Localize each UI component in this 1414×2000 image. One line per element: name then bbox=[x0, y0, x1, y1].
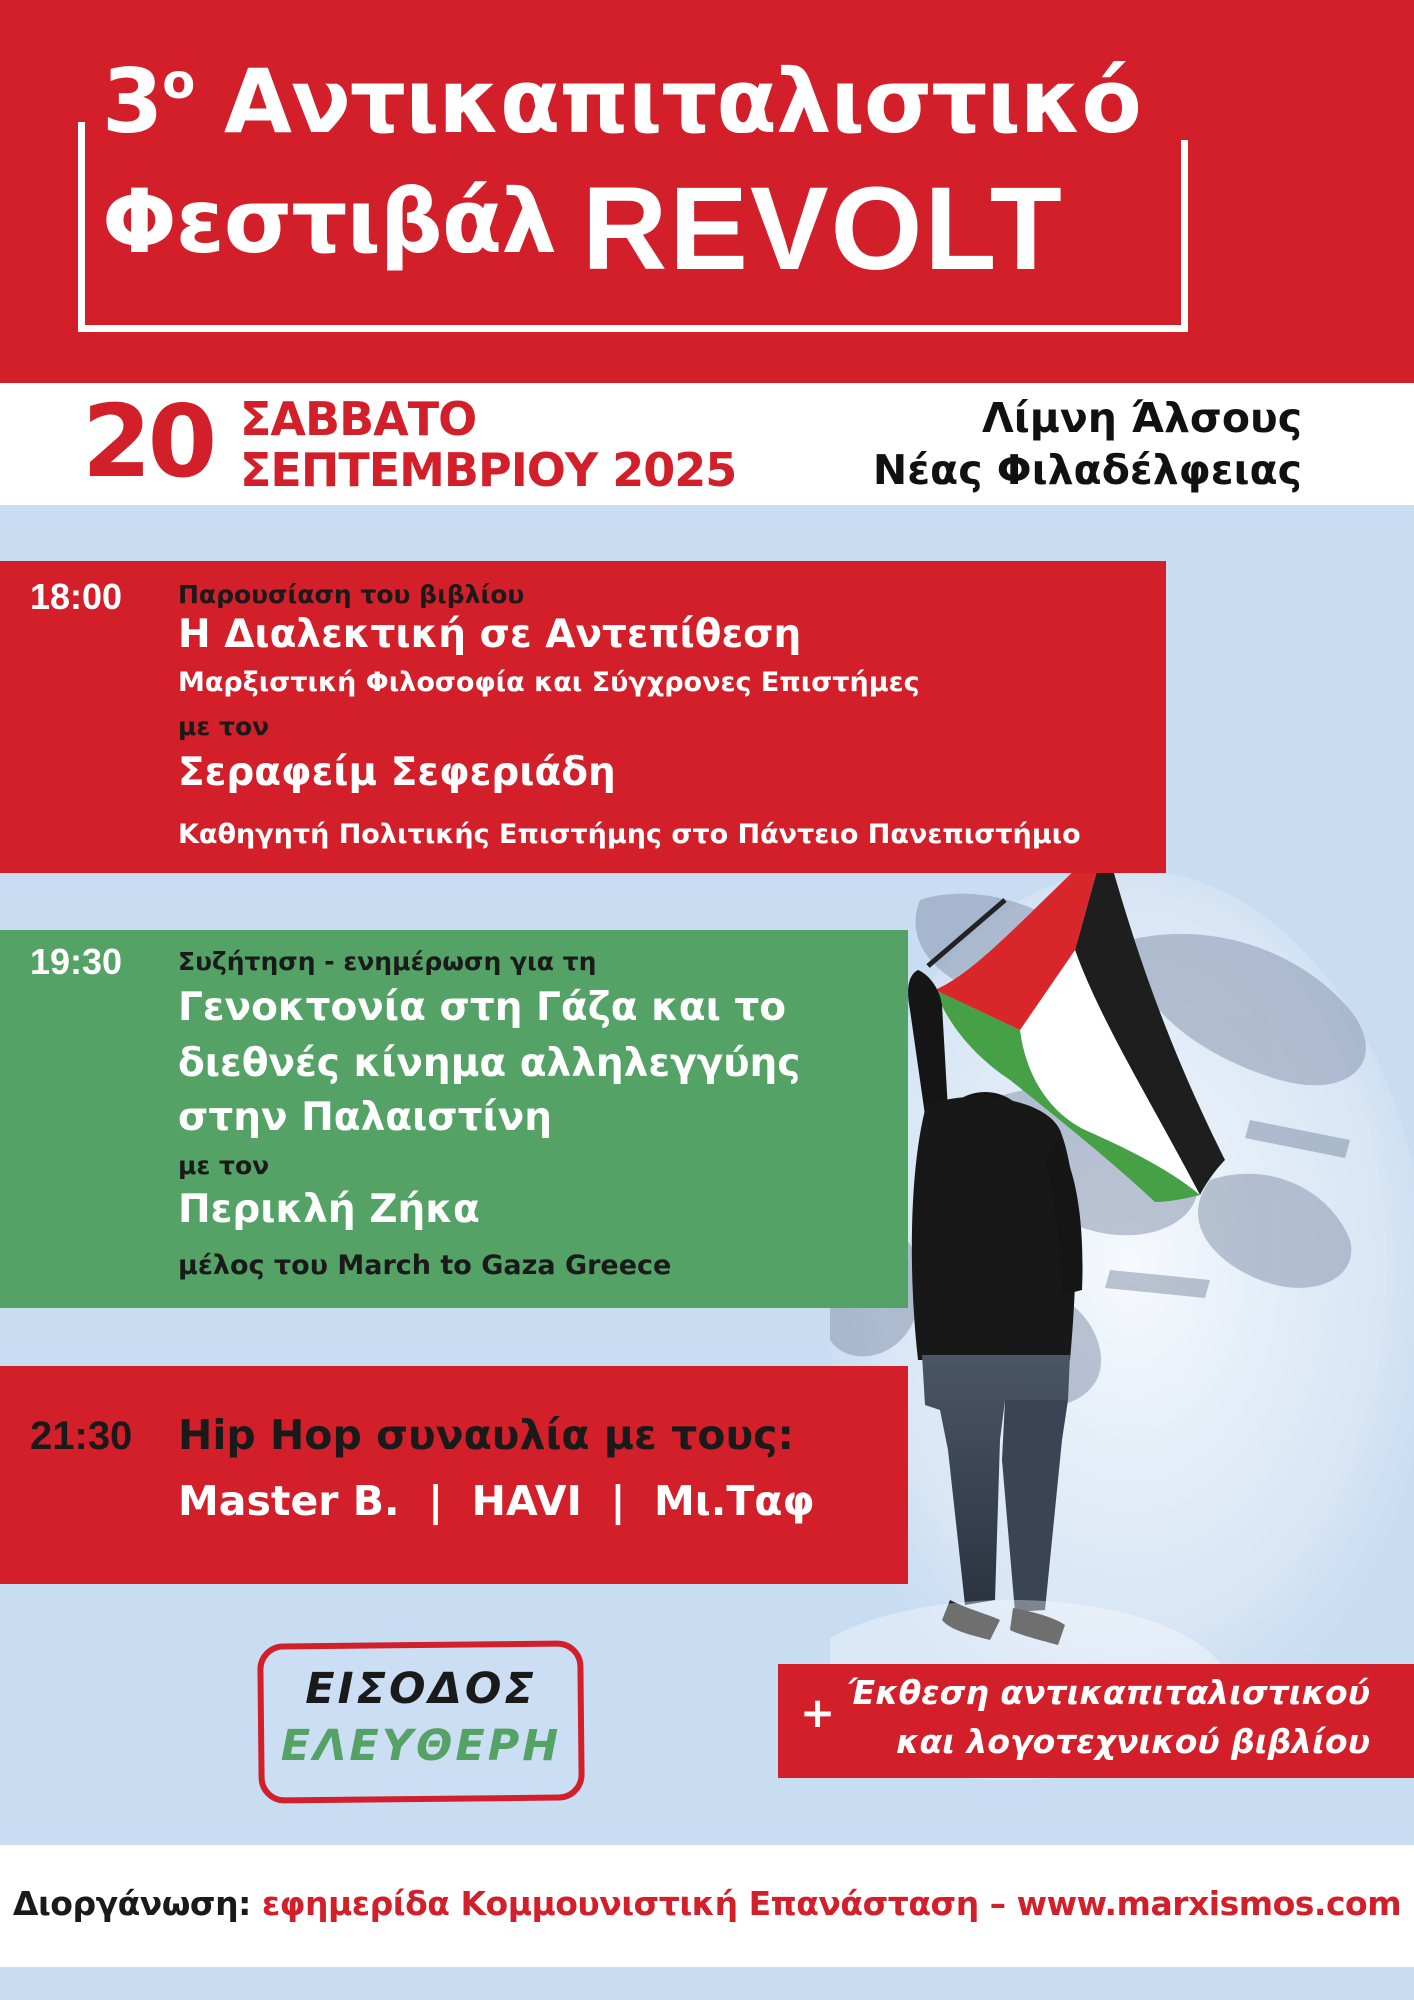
festival-title-line2: Φεστιβάλ bbox=[102, 170, 556, 273]
date-month-year: ΣΕΠΤΕΜΒΡΙΟΥ 2025 bbox=[240, 443, 737, 497]
festival-title-line1 bbox=[102, 50, 1141, 153]
entry-label: ΕΙΣΟΔΟΣ bbox=[305, 1664, 537, 1714]
event-speaker-role: Καθηγητή Πολιτικής Επιστήμης στο Πάντειο Πανεπιστήμιο bbox=[178, 819, 1081, 850]
plus-icon: + bbox=[800, 1688, 836, 1737]
event-title-line1: Γενοκτονία στη Γάζα και το bbox=[178, 985, 787, 1030]
date-weekday: ΣΑΒΒΑΤΟ bbox=[240, 392, 477, 446]
footer-organizer bbox=[0, 1884, 1414, 1923]
title-word: Αντικαπιταλιστικό bbox=[223, 50, 1141, 153]
event-kind: Συζήτηση - ενημέρωση για τη bbox=[178, 947, 597, 976]
venue-line2: Νέας Φιλαδέλφειας bbox=[872, 446, 1302, 494]
entry-free-label: ΕΛΕΥΘΕΡΗ bbox=[280, 1721, 562, 1771]
event-block-1930 bbox=[0, 930, 908, 1308]
event-subtitle: Μαρξιστική Φιλοσοφία και Σύγχρονες Επιστήμες bbox=[178, 667, 920, 698]
venue-line1: Λίμνη Άλσους bbox=[982, 394, 1302, 442]
event-speaker-role: μέλος του March to Gaza Greece bbox=[178, 1250, 672, 1281]
event-title-line3: στην Παλαιστίνη bbox=[178, 1095, 553, 1140]
event-block-2130 bbox=[0, 1366, 908, 1584]
event-speaker: Περικλή Ζήκα bbox=[178, 1187, 480, 1232]
footer-organizer-name: εφημερίδα Κομμουνιστική Επανάσταση – www.marxismos.com bbox=[261, 1884, 1402, 1923]
event-kind: Παρουσίαση του βιβλίου bbox=[178, 580, 525, 609]
header-frame-gap-left bbox=[70, 100, 96, 122]
event-title: Η Διαλεκτική σε Αντεπίθεση bbox=[178, 612, 802, 657]
footer-label: Διοργάνωση: bbox=[12, 1884, 251, 1923]
title-number: 3 bbox=[102, 50, 163, 153]
event-with: με τον bbox=[178, 1151, 270, 1180]
event-title-line2: διεθνές κίνημα αλληλεγγύης bbox=[178, 1041, 801, 1086]
exhibition-line1: Έκθεση αντικαπιταλιστικού bbox=[847, 1673, 1370, 1712]
event-block-1800 bbox=[0, 561, 1166, 873]
title-ordinal: ο bbox=[162, 53, 195, 110]
event-time: 19:30 bbox=[30, 941, 123, 982]
date-day: 20 bbox=[82, 383, 214, 500]
event-with: με τον bbox=[178, 712, 270, 741]
exhibition-line2: και λογοτεχνικού βιβλίου bbox=[896, 1722, 1370, 1761]
event-time: 18:00 bbox=[30, 576, 123, 617]
event-speaker: Σεραφείμ Σεφεριάδη bbox=[178, 750, 616, 795]
event-time: 21:30 bbox=[30, 1414, 133, 1458]
festival-brand: REVOLT bbox=[582, 163, 1064, 295]
event-title: Hip Hop συναυλία με τους: bbox=[178, 1411, 794, 1459]
event-artists: Master B. | HAVI | Μι.Ταφ bbox=[178, 1477, 815, 1525]
